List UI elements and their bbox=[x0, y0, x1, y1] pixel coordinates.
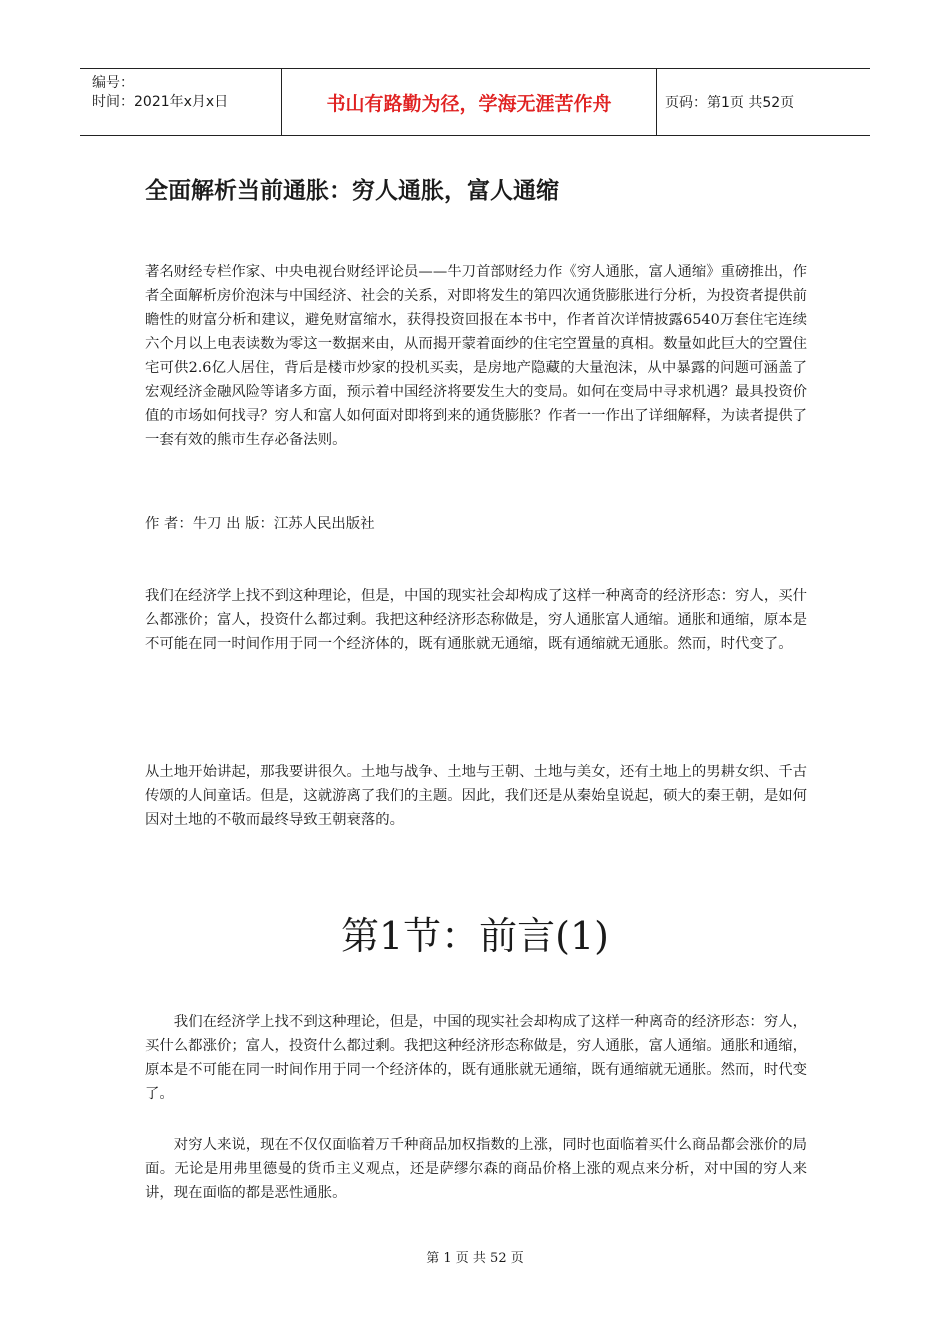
section-paragraph: 我们在经济学上找不到这种理论，但是，中国的现实社会却构成了这样一种离奇的经济形态：穷人，买什么都涨价；富人，投资什么都过剩。我把这种经济形态称做是，穷人通胀，富人通缩。通胀和通缩，原本是不可能在同一时间作用于同一个经济体的，既有通胀就无通缩，既有通缩就无通胀。然而，时代变了。 bbox=[145, 1014, 807, 1102]
body-paragraph: 我们在经济学上找不到这种理论，但是，中国的现实社会却构成了这样一种离奇的经济形态：穷人，买什么都涨价；富人，投资什么都过剩。我把这种经济形态称做是，穷人通胀富人通缩。通胀和通缩，原本是不可能在同一时间作用于同一个经济体的，既有通胀就无通缩，既有通缩就无通胀。然而，时代变了。 bbox=[145, 588, 807, 652]
header-meta bbox=[80, 69, 282, 135]
header-page-info: 页码：第1页 共52页 bbox=[665, 95, 795, 111]
page-header bbox=[80, 68, 870, 136]
body-paragraph: 从土地开始讲起，那我要讲很久。土地与战争、土地与王朝、土地与美女，还有土地上的男耕女织、千古传颂的人间童话。但是，这就游离了我们的主题。因此，我们还是从秦始皇说起，硕大的秦王朝，是如何因对土地的不敬而最终导致王朝衰落的。 bbox=[145, 764, 807, 828]
date-label: 时间：2021年x月x日 bbox=[92, 94, 229, 110]
section-heading: 第1节：前言(1) bbox=[340, 914, 609, 958]
intro-paragraph: 著名财经专栏作家、中央电视台财经评论员——牛刀首部财经力作《穷人通胀，富人通缩》重磅推出，作者全面解析房价泡沫与中国经济、社会的关系，对即将发生的第四次通货膨胀进行分析，为投资者提供前瞻性的财富分析和建议，避免财富缩水，获得投资回报在本书中，作者首次详情披露6540万套住宅连续六个月以上电表读数为零这一数据来由，从而揭开蒙着面纱的住宅空置量的真相。数量如此巨大的空置住宅可供2.6亿人居住，背后是楼市炒家的投机买卖，是房地产隐藏的大量泡沫，从中暴露的问题可涵盖了宏观经济金融风险等诸多方面，预示着中国经济将要发生大的变局。如何在变局中寻求机遇？最具投资价值的市场如何找寻？穷人和富人如何面对即将到来的通货膨胀？作者一一作出了详细解释，为读者提供了一套有效的熊市生存必备法则。 bbox=[145, 264, 807, 448]
doc-number-label: 编号： bbox=[92, 75, 134, 91]
author-publisher-line: 作 者：牛刀 出 版：江苏人民出版社 bbox=[145, 516, 375, 532]
document-title: 全面解析当前通胀：穷人通胀，富人通缩 bbox=[145, 178, 559, 204]
section-paragraph: 对穷人来说，现在不仅仅面临着万千种商品加权指数的上涨，同时也面临着买什么商品都会涨价的局面。无论是用弗里德曼的货币主义观点，还是萨缪尔森的商品价格上涨的观点来分析，对中国的穷人来讲，现在面临的都是恶性通胀。 bbox=[145, 1137, 807, 1201]
header-motto: 书山有路勤为径，学海无涯苦作舟 bbox=[282, 69, 657, 135]
page-footer: 第 1 页 共 52 页 bbox=[426, 1251, 524, 1266]
